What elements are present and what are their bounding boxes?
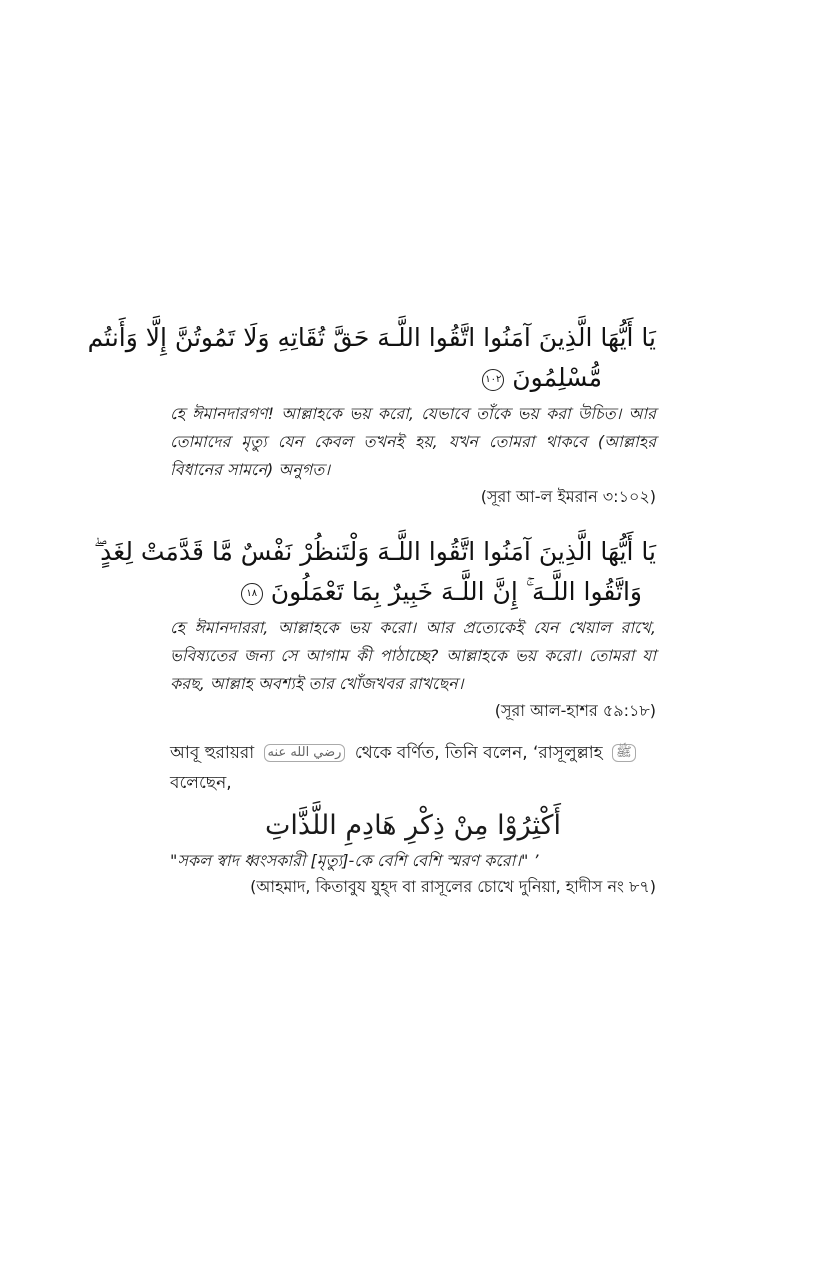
hadith-block (170, 738, 656, 900)
ayah-number-marker: ١٠٢ (482, 369, 504, 391)
ayah-number-marker: ١٨ (241, 583, 263, 605)
hadith-arabic-text: أَكْثِرُوْا مِنْ ذِكْرِ هَادِمِ اللَّذَّاتِ (264, 810, 562, 841)
page-content (87, 318, 656, 900)
verse-1-block (87, 318, 656, 510)
verse-1-arabic-line-2 (170, 358, 656, 398)
verse-1-reference: (সূরা আ-ল ইমরান ৩:১০২) (480, 487, 656, 506)
verse-2-block (93, 532, 656, 724)
verse-1-arabic-line-2-text: مُّسْلِمُونَ (512, 363, 602, 392)
hadith-reference: (আহমাদ, কিতাবুয যুহ্দ বা রাসূলের চোখে দুনিয়া, হাদীস নং ৮৭) (250, 877, 656, 896)
verse-2-arabic-line-2 (170, 572, 656, 612)
narration-part-2: থেকে বর্ণিত, তিনি বলেন, ‘রাসূলুল্লাহ (354, 743, 603, 763)
verse-2-arabic-line-1: يَا أَيُّهَا الَّذِينَ آمَنُوا اتَّقُوا اللَّـهَ وَلْتَنظُرْ نَفْسٌ مَّا قَدَّمَتْ لِغَدٍ ۖ (93, 537, 656, 566)
verse-2-arabic (93, 532, 656, 612)
verse-1-arabic-line-1: يَا أَيُّهَا الَّذِينَ آمَنُوا اتَّقُوا اللَّـهَ حَقَّ تُقَاتِهِ وَلَا تَمُوتُنَّ إِلَّا وَأَنتُم (87, 323, 656, 352)
narration-part-1: আবূ হুরায়রা (170, 743, 255, 763)
hadith-narration (170, 738, 656, 798)
prophet-honorific-icon: ﷺ (612, 744, 636, 762)
verse-1-translation: হে ঈমানদারগণ! আল্লাহকে ভয় করো, যেভাবে তাঁকে ভয় করা উচিত। আর তোমাদের মৃত্যু যেন কেবল তখনই হয়, যখন তোমরা থাকবে (আল্লাহর বিধানের সামনে) অনুগত। (170, 404, 656, 479)
verse-2-translation: হে ঈমানদাররা, আল্লাহকে ভয় করো। আর প্রত্যেকেই যেন খেয়াল রাখে, ভবিষ্যতের জন্য সে আগাম কী পাঠাচ্ছে? আল্লাহকে ভয় করো। তোমরা যা করছ, আল্লাহ অবশ্যই তার খোঁজখবর রাখছেন। (170, 618, 656, 693)
hadith-translation: "সকল স্বাদ ধ্বংসকারী [মৃত্যু]-কে বেশি বেশি স্মরণ করো।" ’ (170, 851, 539, 870)
verse-2-arabic-line-2-text: وَاتَّقُوا اللَّـهَ ۚ إِنَّ اللَّـهَ خَبِيرٌ بِمَا تَعْمَلُونَ (270, 577, 642, 606)
verse-2-reference: (সূরা আল-হাশর ৫৯:১৮) (494, 701, 656, 720)
verse-1-arabic (87, 318, 656, 398)
narration-part-3: বলেছেন, (170, 773, 232, 793)
companion-honorific-icon: رضي الله عنه (264, 744, 346, 762)
